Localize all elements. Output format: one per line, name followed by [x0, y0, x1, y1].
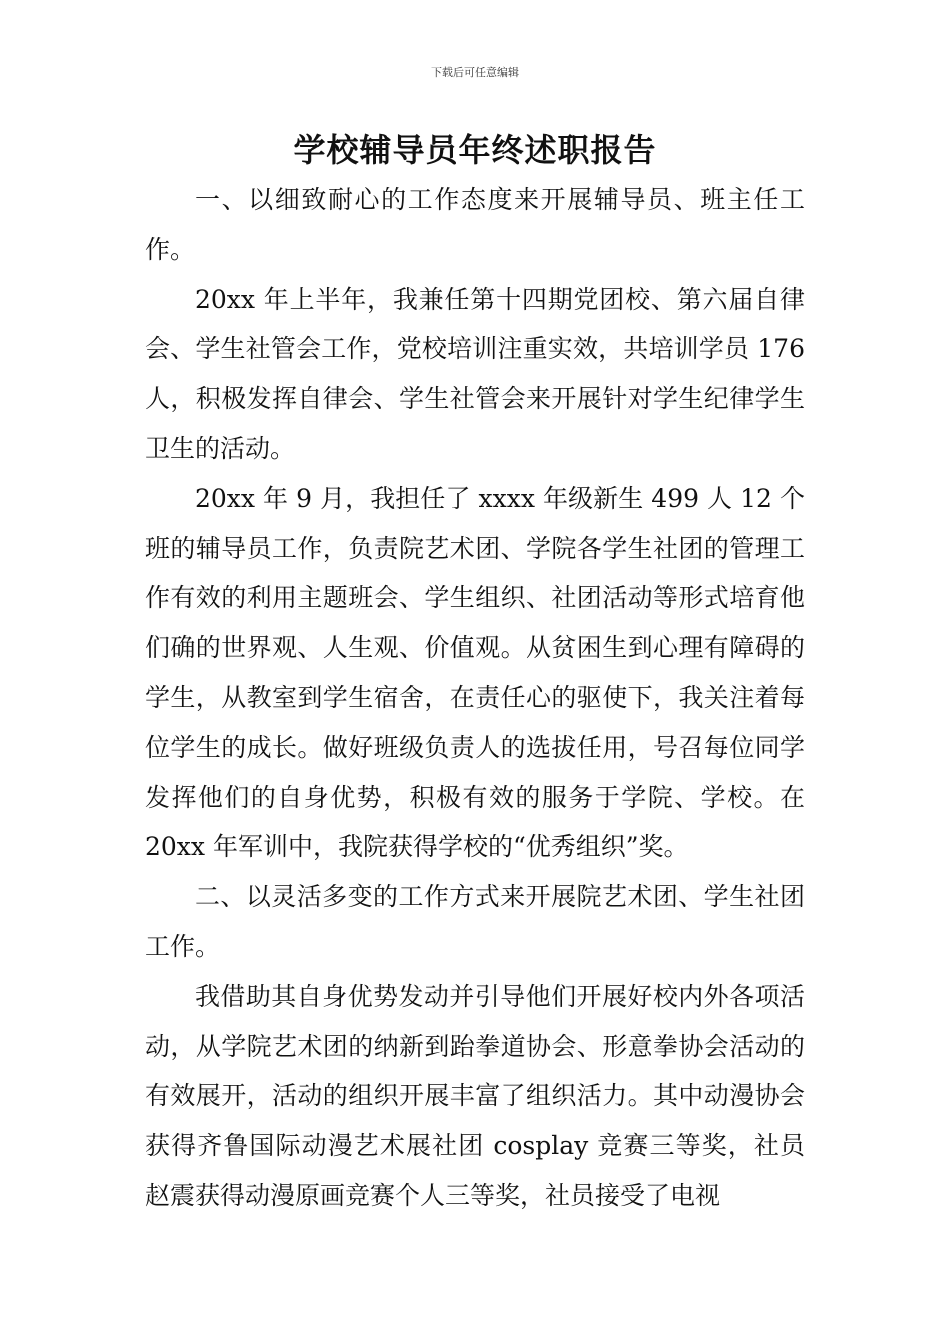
document-title: 学校辅导员年终述职报告: [293, 131, 657, 169]
document-body: [145, 175, 805, 1221]
paragraph-section-one-heading: 一、以细致耐心的工作态度来开展辅导员、班主任工作。: [145, 185, 805, 264]
header-note: 下载后可任意编辑: [431, 66, 519, 79]
paragraph-section-two-heading: 二、以灵活多变的工作方式来开展院艺术团、学生社团工作。: [145, 882, 805, 961]
paragraph: 20xx 年 9 月，我担任了 xxxx 年级新生 499 人 12 个班的辅导员工作，负责院艺术团、学院各学生社团的管理工作有效的利用主题班会、学生组织、社团活动等形式培育他们确的世界观、人生观、价值观。从贫困生到心理有障碍的学生，从教室到学生宿舍，在责任心的驱使下，我关注着每位学生的成长。做好班级负责人的选拔任用，号召每位同学发挥他们的自身优势，积极有效的服务于学院、学校。在 20xx 年军训中，我院获得学校的“优秀组织”奖。: [145, 483, 805, 862]
paragraph: 20xx 年上半年，我兼任第十四期党团校、第六届自律会、学生社管会工作，党校培训注重实效，共培训学员 176 人，积极发挥自律会、学生社管会来开展针对学生纪律学生卫生的活动。: [145, 284, 805, 463]
paragraph: 我借助其自身优势发动并引导他们开展好校内外各项活动，从学院艺术团的纳新到跆拳道协会、形意拳协会活动的有效展开，活动的组织开展丰富了组织活力。其中动漫协会获得齐鲁国际动漫艺术展社团 cosplay 竞赛三等奖，社员赵震获得动漫原画竞赛个人三等奖，社员接受了电视: [145, 981, 805, 1210]
